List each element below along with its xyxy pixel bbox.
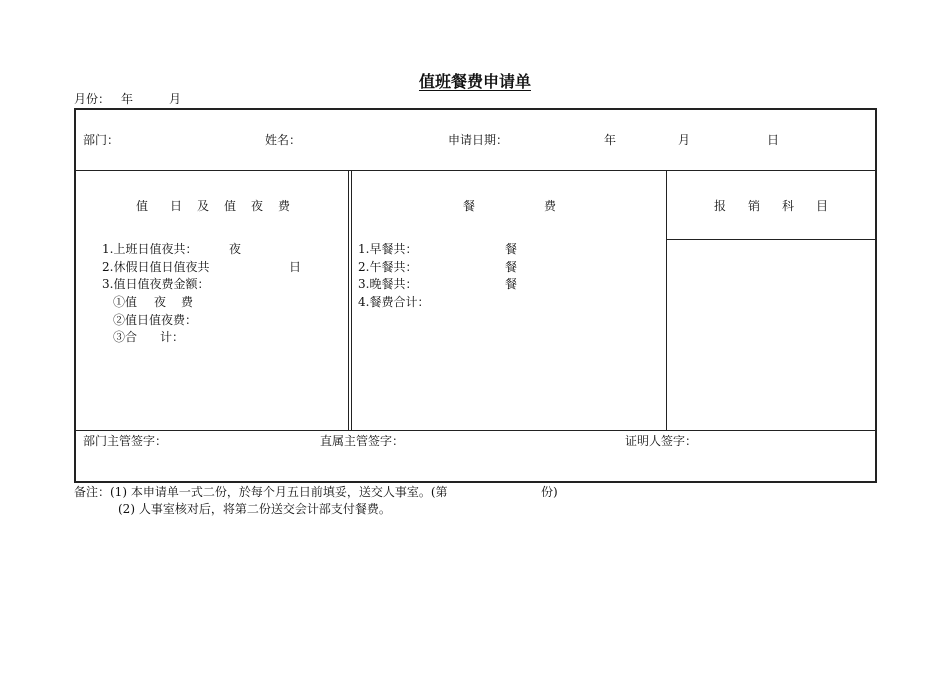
notes-line-2: (2) 人事室核对后，将第二份送交会计部支付餐费。 [118, 502, 391, 516]
account-heading-divider [667, 239, 875, 240]
account-heading-char-2: 销 [748, 199, 761, 213]
duty-line-2-unit: 日 [289, 260, 302, 274]
duty-sub-2: ②值日值夜费： [113, 313, 198, 327]
account-heading-char-3: 科 [782, 199, 795, 213]
form-title: 值班餐费申请单 [418, 72, 531, 91]
meal-line-2: 2.午餐共： [358, 260, 418, 274]
meal-line-3: 3.晚餐共： [358, 277, 418, 291]
duty-sub-3-a: ③合 [113, 330, 138, 344]
apply-date-year-label: 年 [604, 133, 617, 147]
meal-heading-char-1: 餐 [463, 199, 476, 213]
duty-sub-3-b: 计： [160, 330, 185, 344]
dept-head-signature-label: 部门主管签字： [83, 434, 168, 448]
duty-heading-char-4: 值 [224, 199, 237, 213]
month-label: 月份： [74, 92, 111, 106]
duty-sub-1-b: 夜 [154, 295, 167, 309]
meal-line-3-unit: 餐 [505, 277, 518, 291]
duty-sub-1-c: 费 [181, 295, 194, 309]
duty-sub-1-a: ①值 [113, 295, 138, 309]
apply-date-field-label: 申请日期： [448, 133, 509, 147]
witness-signature-label: 证明人签字： [625, 434, 698, 448]
duty-heading-char-3: 及 [197, 199, 210, 213]
meal-heading-char-2: 费 [544, 199, 557, 213]
month-month-label: 月 [169, 92, 182, 106]
notes-line-1-copies: 份) [541, 485, 558, 499]
duty-line-3: 3.值日值夜费金额： [102, 277, 210, 291]
column-divider-left [348, 171, 349, 430]
header-row-divider [76, 170, 875, 171]
duty-line-1: 1.上班日值夜共： [102, 242, 198, 256]
duty-heading-char-2: 日 [170, 199, 183, 213]
account-heading-char-1: 报 [714, 199, 727, 213]
name-field-label: 姓名： [265, 133, 302, 147]
column-divider-right [666, 171, 667, 430]
signature-row-divider [76, 430, 875, 431]
form-table [74, 108, 877, 483]
duty-line-1-unit: 夜 [229, 242, 242, 256]
meal-line-4: 4.餐费合计： [358, 295, 430, 309]
duty-heading-char-5: 夜 [251, 199, 264, 213]
duty-line-2: 2.休假日值日值夜共 [102, 260, 210, 274]
meal-line-1-unit: 餐 [505, 242, 518, 256]
direct-head-signature-label: 直属主管签字： [320, 434, 405, 448]
apply-date-day-label: 日 [767, 133, 780, 147]
account-heading-char-4: 目 [816, 199, 829, 213]
month-year-label: 年 [121, 92, 134, 106]
duty-heading-char-6: 费 [278, 199, 291, 213]
department-field-label: 部门： [83, 133, 120, 147]
duty-heading-char-1: 值 [136, 199, 149, 213]
apply-date-month-label: 月 [678, 133, 691, 147]
notes-line-1: 备注：(1) 本申请单一式二份，於每个月五日前填妥，送交人事室。(第 [74, 485, 448, 499]
meal-line-1: 1.早餐共： [358, 242, 418, 256]
column-divider-left-double [351, 171, 352, 430]
meal-line-2-unit: 餐 [505, 260, 518, 274]
